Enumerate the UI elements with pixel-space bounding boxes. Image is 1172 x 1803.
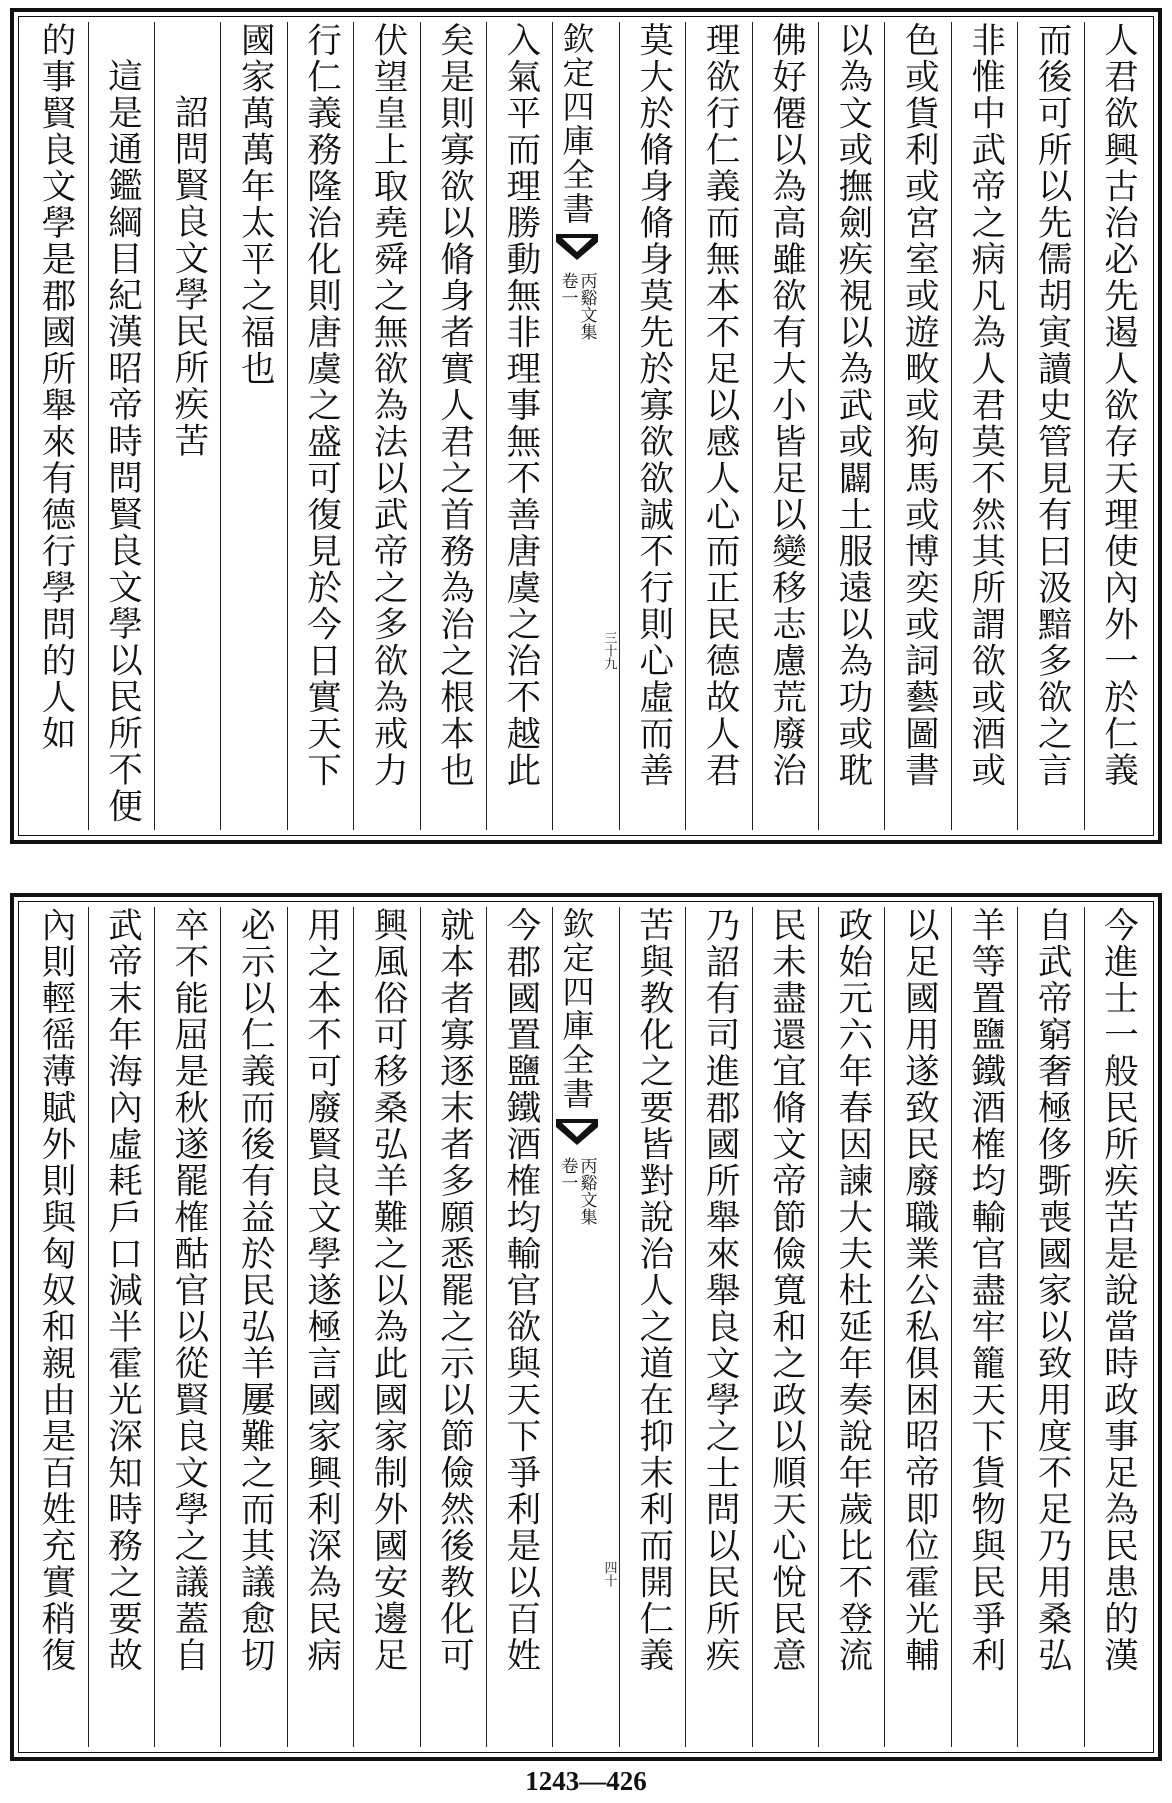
column-text: 伏望皇上取堯舜之無欲為法以武帝之多欲為戒力: [367, 22, 408, 789]
column-text: 莫大於脩身脩身莫先於寡欲欲誠不行則心虛而善: [632, 22, 673, 789]
column-text: 以為文或撫劍疾視以為武或闢土服遠以為功或耽: [831, 22, 872, 789]
collection-name: 丙谿文集: [576, 1157, 597, 1225]
column-text: 武帝末年海內虛耗戶口減半霍光深知時務之要故: [101, 907, 142, 1674]
column-text: 自武帝窮奢極侈斲喪國家以致用度不足乃用桑弘: [1031, 907, 1072, 1674]
bottom-page-panel: [10, 893, 1162, 1761]
text-column: [1018, 22, 1084, 830]
text-column: [22, 907, 88, 1747]
column-text: 苦與教化之要皆對說治人之道在抑末利而開仁義: [632, 907, 673, 1674]
text-column: [421, 22, 487, 830]
text-column: [354, 907, 420, 1747]
banner-subtitle: [559, 1157, 595, 1225]
text-column: [155, 907, 221, 1747]
column-text: 卒不能屈是秋遂罷榷酤官以從賢良文學之議蓋自: [167, 907, 208, 1674]
column-text: 人君欲興古治必先遏人欲存天理使內外一於仁義: [1097, 22, 1138, 789]
column-text: 行仁義務隆治化則唐虞之盛可復見於今日實天下: [300, 22, 341, 789]
text-columns: [22, 22, 1150, 830]
text-column: [1085, 22, 1150, 830]
column-text: 用之本不可廢賢良文學遂極言國家興利深為民病: [300, 907, 341, 1674]
column-text: 政始元六年春因諫大夫杜延年奏說年歲比不登流: [831, 907, 872, 1674]
column-text: 今進士一般民所疾苦是說當時政事足為民患的漢: [1097, 907, 1138, 1674]
column-text: 今郡國置鹽鐵酒榷均輸官欲與天下爭利是以百姓: [499, 907, 540, 1674]
fish-tail-mark-icon: [554, 232, 600, 262]
column-text: 必示以仁義而後有益於民弘羊屢難之而其議愈切: [234, 907, 275, 1674]
banner-subtitle: [559, 272, 595, 340]
volume-number: 卷一: [557, 1157, 578, 1191]
column-text: 就本者寡逐末者多願悉罷之示以節儉然後教化可: [433, 907, 474, 1674]
column-text: 佛好僊以為高雖欲有大小皆足以變移志慮荒廢治: [765, 22, 806, 789]
column-text: 的事賢良文學是郡國所舉來有德行學問的人如: [35, 22, 76, 752]
text-column: [487, 907, 553, 1747]
banner-title: 欽定四庫全書: [557, 907, 596, 1111]
text-column: [620, 907, 686, 1747]
column-text: 民未盡還宜脩文帝節儉寬和之政以順天心悅民意: [765, 907, 806, 1674]
text-column: [753, 22, 819, 830]
page-number-label: 1243—426: [525, 1766, 647, 1796]
text-column: [885, 907, 951, 1747]
text-column: [885, 22, 951, 830]
text-column: [221, 907, 287, 1747]
column-text: 內則輕徭薄賦外則與匈奴和親由是百姓充實稍復: [35, 907, 76, 1674]
banner-column: [553, 907, 619, 1747]
column-text: 這是通鑑綱目紀漢昭帝時問賢良文學以民所不便: [101, 58, 142, 825]
text-column: [288, 907, 354, 1747]
text-column: [421, 907, 487, 1747]
text-column: [487, 22, 553, 830]
text-column: [221, 22, 287, 830]
folio-number: 三十九: [601, 631, 617, 670]
column-text: 矣是則寡欲以脩身者實人君之首務為治之根本也: [433, 22, 474, 789]
text-column: [288, 22, 354, 830]
column-text: 以足國用遂致民廢職業公私俱困昭帝即位霍光輔: [898, 907, 939, 1674]
text-column: [952, 22, 1018, 830]
text-column: [354, 22, 420, 830]
text-column: [686, 22, 752, 830]
banner-column: [553, 22, 619, 830]
column-text: 入氣平而理勝動無非理事無不善唐虞之治不越此: [499, 22, 540, 789]
banner: [554, 907, 600, 1747]
text-column: [1018, 907, 1084, 1747]
collection-name: 丙谿文集: [576, 272, 597, 340]
text-column: [952, 907, 1018, 1747]
text-column: [686, 907, 752, 1747]
volume-number: 卷一: [557, 272, 578, 306]
column-text: 非惟中武帝之病凡為人君莫不然其所謂欲或酒或: [964, 22, 1005, 789]
column-text: 而後可所以先儒胡寅讀史管見有曰汲黯多欲之言: [1031, 22, 1072, 789]
text-column: [155, 22, 221, 830]
banner: [554, 22, 600, 830]
text-columns: [22, 907, 1150, 1747]
text-column: [753, 907, 819, 1747]
column-text: 國家萬萬年太平之福也: [234, 22, 275, 387]
edict-heading: 詔問賢良文學民所疾苦: [167, 94, 208, 459]
text-column: [620, 22, 686, 830]
text-column: [89, 22, 155, 830]
column-text: 理欲行仁義而無本不足以感人心而正民德故人君: [699, 22, 740, 789]
text-column: [819, 22, 885, 830]
text-column: [1085, 907, 1150, 1747]
text-column: [89, 907, 155, 1747]
banner-title: 欽定四庫全書: [557, 22, 596, 226]
folio-number: 四十: [601, 1561, 617, 1587]
column-text: 乃詔有司進郡國所舉來舉良文學之士問以民所疾: [699, 907, 740, 1674]
top-page-panel: [10, 8, 1162, 844]
fish-tail-mark-icon: [554, 1117, 600, 1147]
text-column: [819, 907, 885, 1747]
text-column: [22, 22, 88, 830]
column-text: 色或貨利或宮室或遊畋或狗馬或博奕或詞藝圖書: [898, 22, 939, 789]
column-text: 羊等置鹽鐵酒榷均輸官盡牢籠天下貨物與民爭利: [964, 907, 1005, 1674]
column-text: 興風俗可移桑弘羊難之以為此國家制外國安邊足: [367, 907, 408, 1674]
